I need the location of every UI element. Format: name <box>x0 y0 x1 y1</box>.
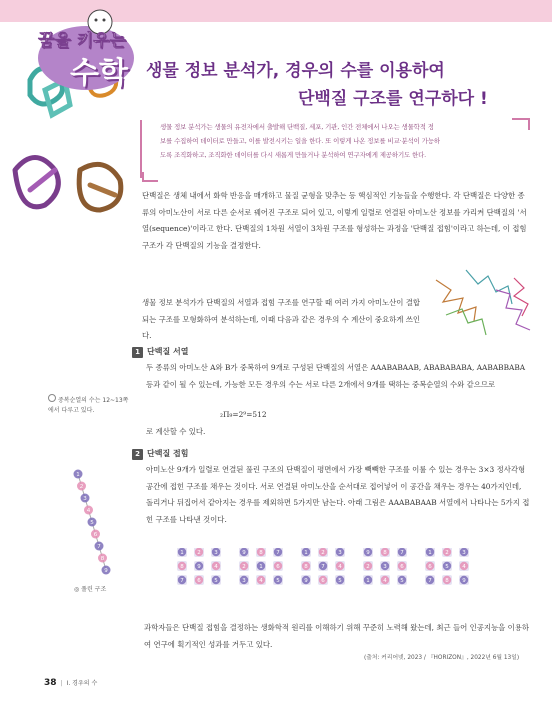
grid-node-label: 6 <box>197 578 201 584</box>
grid-node-label: 3 <box>242 578 246 584</box>
section-title: 단백질 접힘 <box>147 449 189 458</box>
section-2-text: 아미노산 9개가 일렬로 연결된 풀린 구조의 단백질이 평면에서 가장 빽빽한 구조를 이룰 수 있는 경우는 3×3 정사각형 공간에 접힌 구조를 채우는 것이다. 서로 연결된 아미노산을 순서대로 접어넣어 이 공간을 채우는 경우는 40가지인데, 돌리거나 뒤집어서 같아지는 경우를 제외하면 5가지만 남는다. 아래 그림은 AAABABAAB 서열에서 나타나는 5가지 접힌 구조를 나타낸 것이다. <box>146 465 530 524</box>
grid-node-label: 8 <box>304 564 308 570</box>
intro-corner-top <box>512 118 530 130</box>
chain-node-label: 7 <box>97 544 101 551</box>
protein-illustration-right <box>426 260 550 350</box>
protein-purple <box>15 158 58 207</box>
section-number: 1 <box>132 347 143 358</box>
grid-node-label: 5 <box>214 578 218 584</box>
grid-node-label: 6 <box>400 564 404 570</box>
chain-node-label: 6 <box>93 532 98 539</box>
grid-node-label: 4 <box>259 578 263 584</box>
section-heading-2 <box>132 448 188 460</box>
grid-node-label: 9 <box>366 550 370 556</box>
grid-node-label: 7 <box>428 578 432 584</box>
grid-node-label: 8 <box>259 550 263 556</box>
grid-node-label: 2 <box>445 550 449 556</box>
grid-node-label: 1 <box>180 550 184 556</box>
grid-node-label: 2 <box>197 550 201 556</box>
grid-node-label: 5 <box>276 578 280 584</box>
section-number: 2 <box>132 449 143 460</box>
chain-node-label: 1 <box>76 472 80 479</box>
intro-corner-bottom <box>142 172 158 182</box>
grid-node-label: 4 <box>383 578 387 584</box>
note-text: 중복순열의 수는 12~13쪽에서 다루고 있다. <box>48 397 129 414</box>
page-title-line2: 단백질 구조를 연구하다 ! <box>298 89 488 109</box>
protein-strand <box>466 270 512 304</box>
grid-node-label: 3 <box>462 550 466 556</box>
grid-node-label: 9 <box>242 550 246 556</box>
grid-node-label: 7 <box>400 550 404 556</box>
grid-node-label: 7 <box>276 550 280 556</box>
grid-node-label: 1 <box>259 564 263 570</box>
grid-node-label: 5 <box>400 578 404 584</box>
grid-node-label: 6 <box>321 578 325 584</box>
section-1-tail: 로 계산할 수 있다. <box>146 427 206 436</box>
grid-node-label: 3 <box>383 564 387 570</box>
grid-node-label: 1 <box>366 578 370 584</box>
grid-node-label: 3 <box>214 550 218 556</box>
grid-node-label: 5 <box>445 564 449 570</box>
intro-box <box>140 120 512 178</box>
grid-node-label: 3 <box>338 550 342 556</box>
page-number: 38 <box>44 678 57 688</box>
section-1-text: 두 종류의 아미노산 A와 B가 중복하여 9개로 구성된 단백질의 서열은 AAABABAAB, ABABABABA, AABABBABA 등과 같이 될 수 있는데, 가능한 모든 경우의 수는 서로 다른 2개에서 9개를 택하는 중복순열의 수와 같으므로 <box>146 363 526 389</box>
grid-node-label: 9 <box>304 578 308 584</box>
grid-node-label: 8 <box>383 550 387 556</box>
intro-line: 도록 조직화하고, 조직화한 데이터를 다시 새롭게 만들거나 분석하여 연구자에게 제공하기도 한다. <box>160 151 427 159</box>
grid-node-label: 2 <box>242 564 246 570</box>
protein-strand <box>436 280 476 321</box>
grid-node-label: 6 <box>428 564 432 570</box>
footer-separator: | <box>60 680 63 687</box>
note-icon <box>48 394 56 402</box>
caption-text: 풀린 구조 <box>81 586 107 593</box>
formula: ₂Π₉=2⁹=512 <box>220 410 267 419</box>
page-footer <box>44 678 97 688</box>
grid-node-label: 6 <box>276 564 280 570</box>
grid-node-label: 8 <box>180 564 184 570</box>
protein-brown <box>79 164 121 210</box>
body-paragraph-3: 과학자들은 단백질 접힘을 결정하는 생화학적 원리를 이해하기 위해 꾸준히 노력해 왔는데, 최근 들어 인공지능을 이용하여 연구에 획기적인 성과를 거두고 있다. <box>144 623 530 649</box>
grid-node-label: 9 <box>197 564 201 570</box>
grid-node-label: 9 <box>462 578 466 584</box>
badge-bottom-text: 수학 <box>70 56 128 91</box>
section-title: 단백질 서열 <box>147 347 189 356</box>
caption-icon: ◎ <box>74 586 82 593</box>
chain-node-label: 4 <box>86 508 91 515</box>
grid-node-label: 2 <box>321 550 325 556</box>
footer-section: Ⅰ. 경우의 수 <box>66 680 98 687</box>
protein-strand <box>446 309 486 335</box>
chain-node-label: 5 <box>90 520 94 527</box>
chain-node-label: 8 <box>100 556 105 563</box>
grid-node-label: 4 <box>462 564 466 570</box>
grid-node-label: 4 <box>338 564 342 570</box>
chain-caption <box>74 584 106 593</box>
grid-node-label: 4 <box>214 564 218 570</box>
chain-node-label: 2 <box>79 484 84 491</box>
grid-node-label: 7 <box>180 578 184 584</box>
grid-node-label: 7 <box>321 564 325 570</box>
section-heading-1 <box>132 346 188 358</box>
side-note <box>48 394 130 416</box>
body-paragraph-2: 생물 정보 분석가가 단백질의 서열과 접힘 구조를 연구할 때 여러 가지 아미노산이 결합되는 구조를 모형화하여 분석하는데, 이때 다음과 같은 경우의 수 계산이 중요하게 쓰인다. <box>142 298 421 340</box>
chain-node-label: 3 <box>83 496 87 503</box>
grid-node-label: 2 <box>366 564 370 570</box>
grid-node-label: 8 <box>445 578 449 584</box>
unfolded-chain-diagram <box>70 468 120 580</box>
folded-structures-diagram <box>174 548 474 590</box>
intro-line: 보를 수집하여 데이터로 만들고, 이를 발전시키는 일을 한다. 또 이렇게 나온 정보를 비교·분석이 가능하 <box>160 137 440 145</box>
body-paragraph-1: 단백질은 생체 내에서 화학 반응을 매개하고 물질 균형을 맞추는 등 핵심적인 기능들을 수행한다. 각 단백질은 다양한 종류의 아미노산이 서로 다른 순서로 꿰어진 구조로 되어 있고, 이렇게 일렬로 연결된 아미노산 정보를 가리켜 단백질의 '서열(sequence)'이라고 한다. 단백질의 1차원 서열이 3차원 구조를 형성하는 과정을 '단백질 접힘'이라고 하는데, 이 접힘 구조가 각 단백질의 기능을 결정한다. <box>142 191 527 250</box>
grid-node-label: 1 <box>428 550 432 556</box>
intro-line: 생물 정보 분석가는 생물의 유전자에서 출발해 단백질, 세포, 기관, 인간 전체에서 나오는 생물학적 정 <box>160 123 434 131</box>
section-badge <box>28 6 138 98</box>
source-citation: (출처: 커리어넷, 2023 / 『HORIZON』, 2022년 6월 13일) <box>364 655 520 661</box>
grid-node-label: 1 <box>304 550 308 556</box>
chain-node-label: 9 <box>104 568 108 575</box>
page-title-line1: 생물 정보 분석가, 경우의 수를 이용하여 <box>146 61 445 81</box>
badge-top-text: 꿈을 키우는 <box>38 31 127 51</box>
grid-node-label: 5 <box>338 578 342 584</box>
